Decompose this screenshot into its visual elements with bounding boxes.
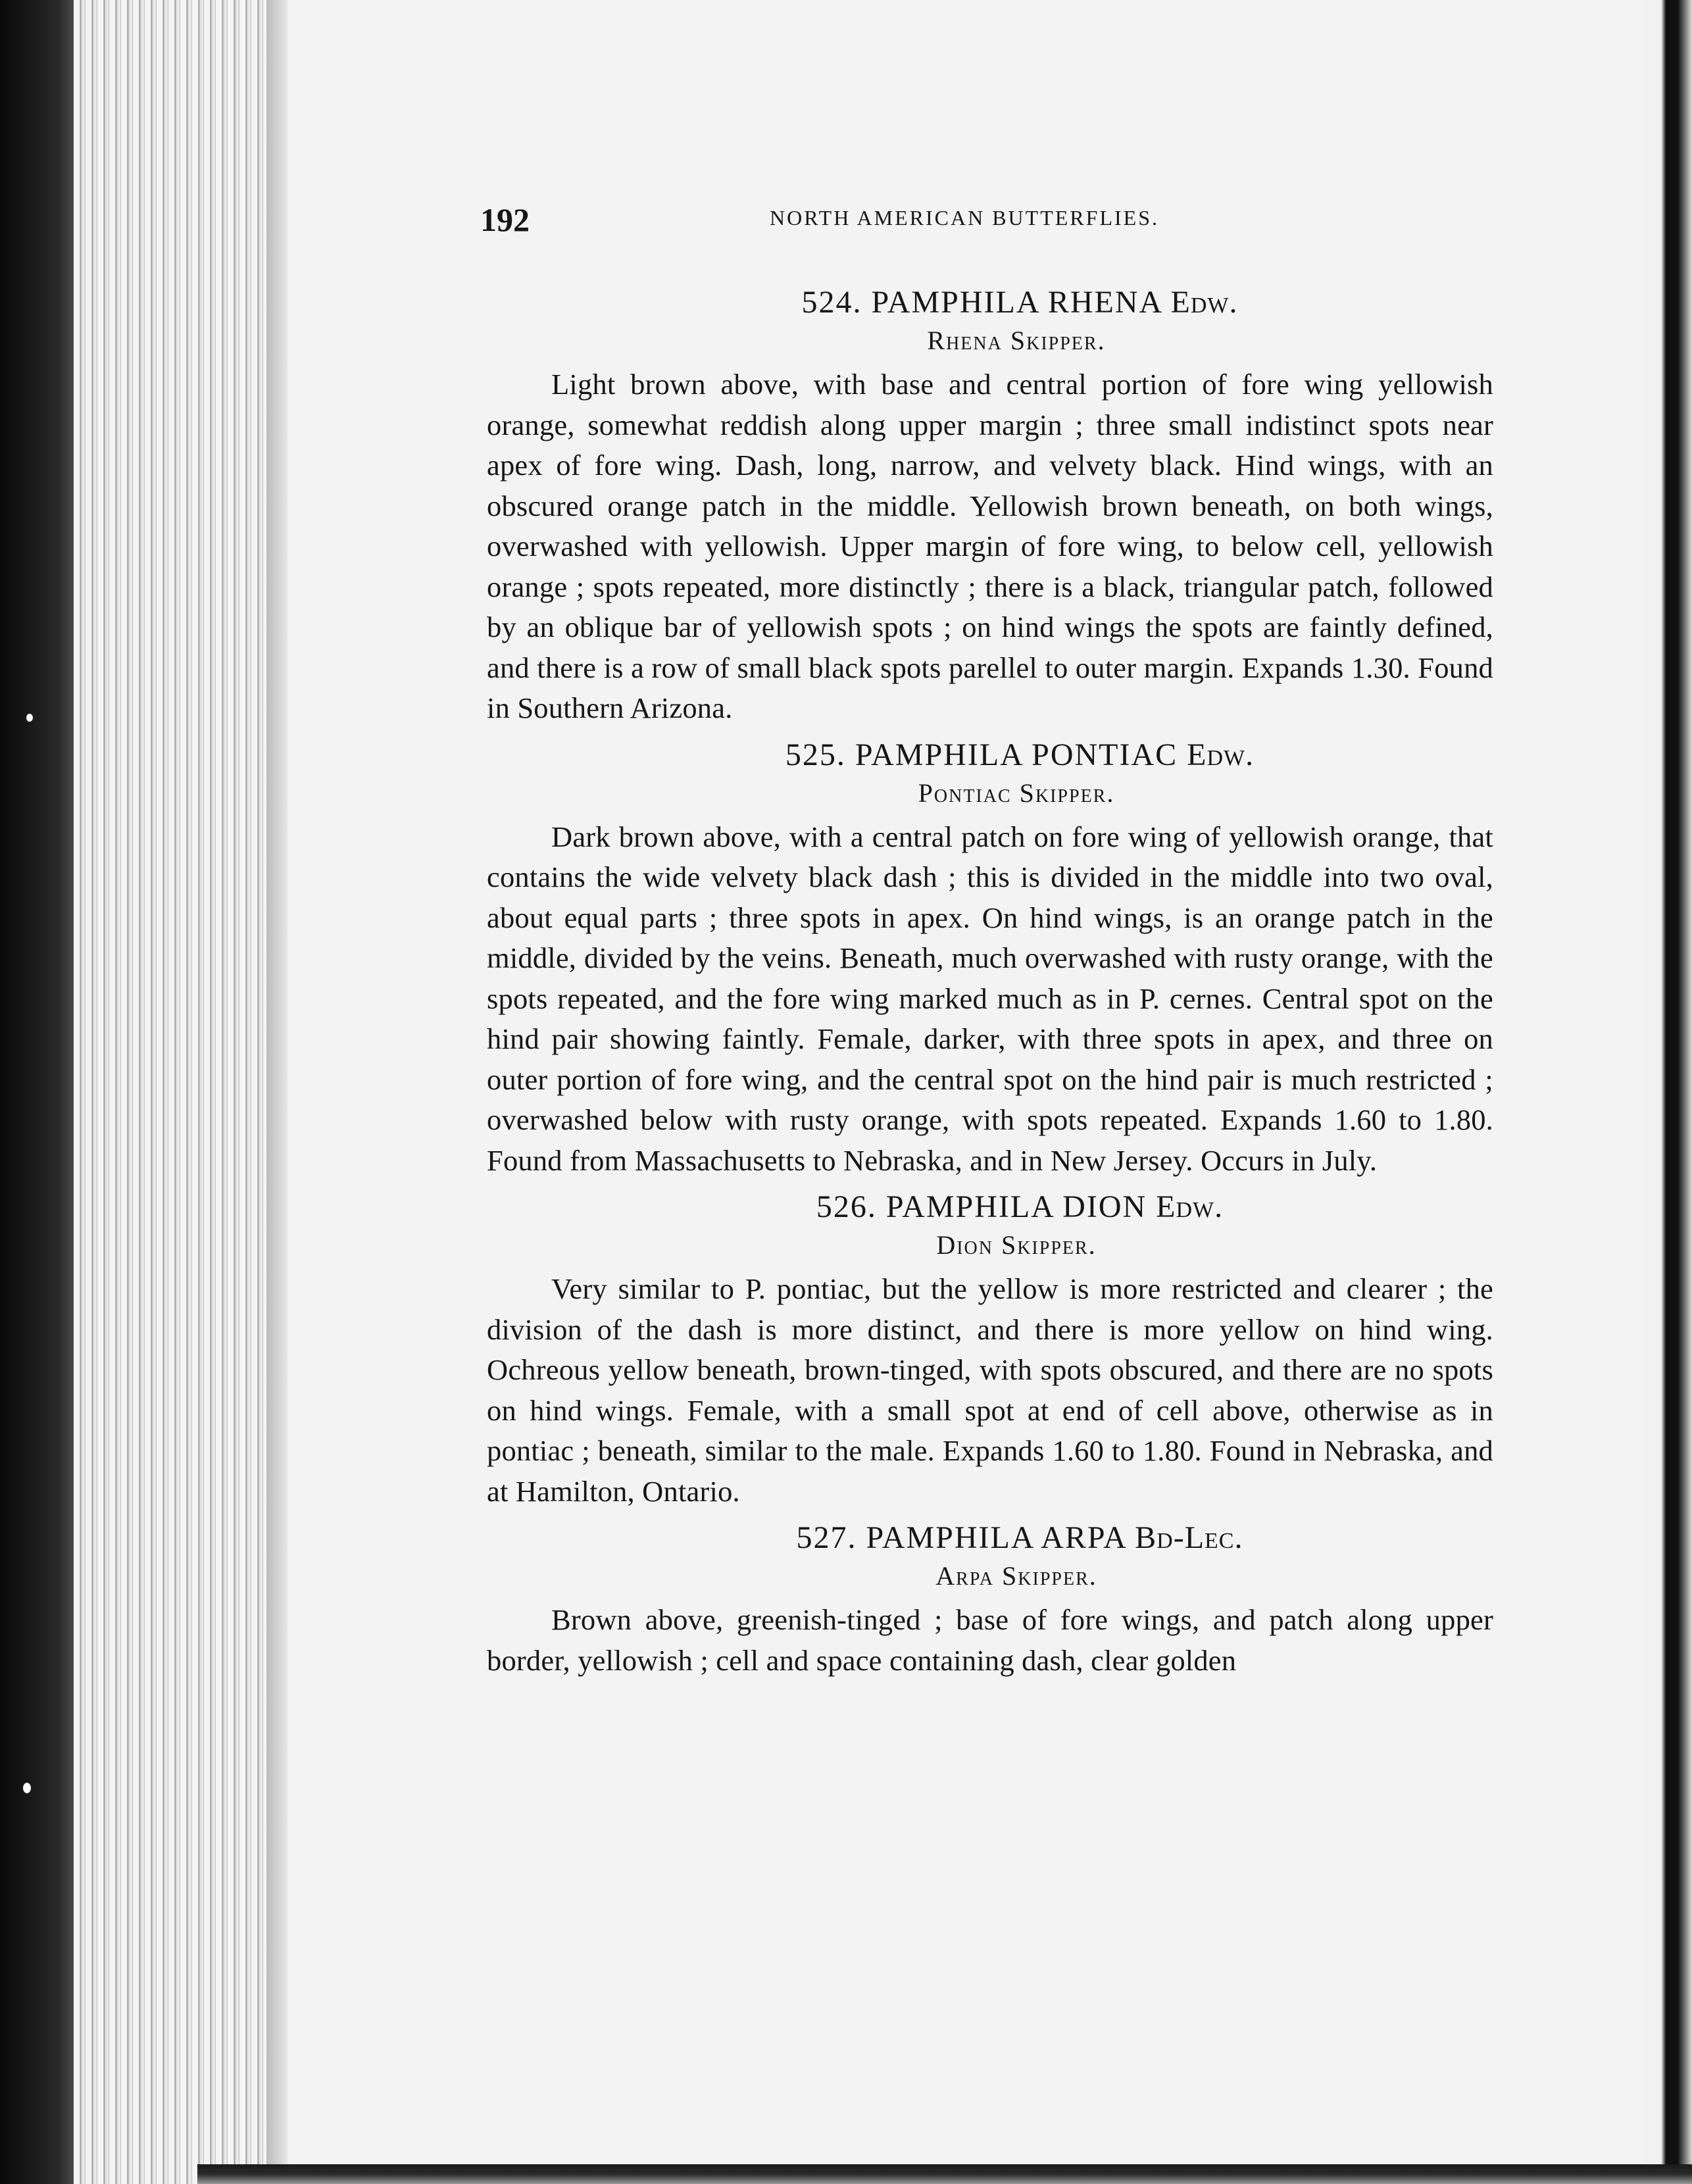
species-description: Light brown above, with base and central portion of fore wing yellowish orange, somewhat reddish along upper margin ; three small indistinct spots near apex of fore wing. Dash, long, narrow, and velvety black. Hind wings, with an obscured orange patch in the middle. Yellowish brown beneath, on both wings, overwashed with yellowish. Upper margin of fore wing, to below cell, yellowish orange ; spots repeated, more distinctly ; there is a black, triangular patch, followed by an oblique bar of yellowish spots ; on hind wings the spots are faintly defined, and there is a row of small black spots parellel to outer margin. Expands 1.30. Found in Southern Arizona. [487, 368, 1493, 724]
species-entry [487, 735, 1493, 1181]
species-title [487, 283, 1493, 322]
species-author: Edw. [1170, 285, 1238, 320]
species-description: Dark brown above, with a central patch on fore wing of yellowish orange, that contains the wide velvety black dash ; this is divided in the middle into two oval, about equal parts ; three spots in apex. On hind wings, is an orange patch in the middle, divided by the veins. Beneath, much overwashed with rusty orange, with the spots repeated, and the fore wing marked much as in P. cernes. Central spot on the hind pair showing faintly. Female, darker, with three spots in apex, and three on outer portion of fore wing, and the central spot on the hind pair is much restricted ; overwashed below with rusty orange, with spots repeated. Expands 1.60 to 1.80. Found from Massachusetts to Nebraska, and in New Jersey. Occurs in July. [487, 820, 1493, 1177]
species-name: 524. PAMPHILA RHENA [801, 285, 1162, 320]
common-name: Pontiac Skipper. [918, 778, 1115, 808]
species-entry [487, 283, 1493, 729]
page-edges [74, 0, 286, 2184]
species-name: 525. PAMPHILA PONTIAC [785, 737, 1178, 772]
species-description: Brown above, greenish-tinged ; base of fore wings, and patch along upper border, yellowish ; cell and space containing dash, clear golden [487, 1603, 1493, 1677]
species-title [487, 735, 1493, 775]
species-author: Edw. [1156, 1189, 1224, 1224]
common-name: Rhena Skipper. [927, 326, 1106, 355]
speck [26, 714, 33, 722]
page-number: 192 [480, 201, 530, 238]
page-bottom-edge [197, 2164, 1692, 2184]
species-author: Edw. [1187, 737, 1255, 772]
speck [23, 1783, 31, 1793]
page-content [487, 283, 1493, 1687]
species-author: Bd-Lec. [1135, 1520, 1243, 1555]
common-name: Arpa Skipper. [935, 1561, 1097, 1591]
running-title: NORTH AMERICAN BUTTERFLIES. [770, 206, 1159, 230]
common-name: Dion Skipper. [936, 1230, 1097, 1260]
book-spine [0, 0, 74, 2184]
species-title [487, 1518, 1493, 1558]
page-right-edge [1645, 0, 1692, 2184]
running-head [480, 201, 1506, 240]
species-description: Very similar to P. pontiac, but the yellow is more restricted and clearer ; the division of the dash is more distinct, and there is more yellow on hind wing. Ochreous yellow beneath, brown-tinged, with spots obscured, and there are no spots on hind wings. Female, with a small spot at end of cell above, otherwise as in pontiac ; beneath, similar to the male. Expands 1.60 to 1.80. Found in Nebraska, and at Hamilton, Ontario. [487, 1272, 1493, 1508]
edge-shadow [266, 0, 287, 2184]
species-entry [487, 1187, 1493, 1512]
species-name: 527. PAMPHILA ARPA [796, 1520, 1126, 1555]
species-title [487, 1187, 1493, 1227]
species-entry [487, 1518, 1493, 1681]
species-name: 526. PAMPHILA DION [816, 1189, 1147, 1224]
